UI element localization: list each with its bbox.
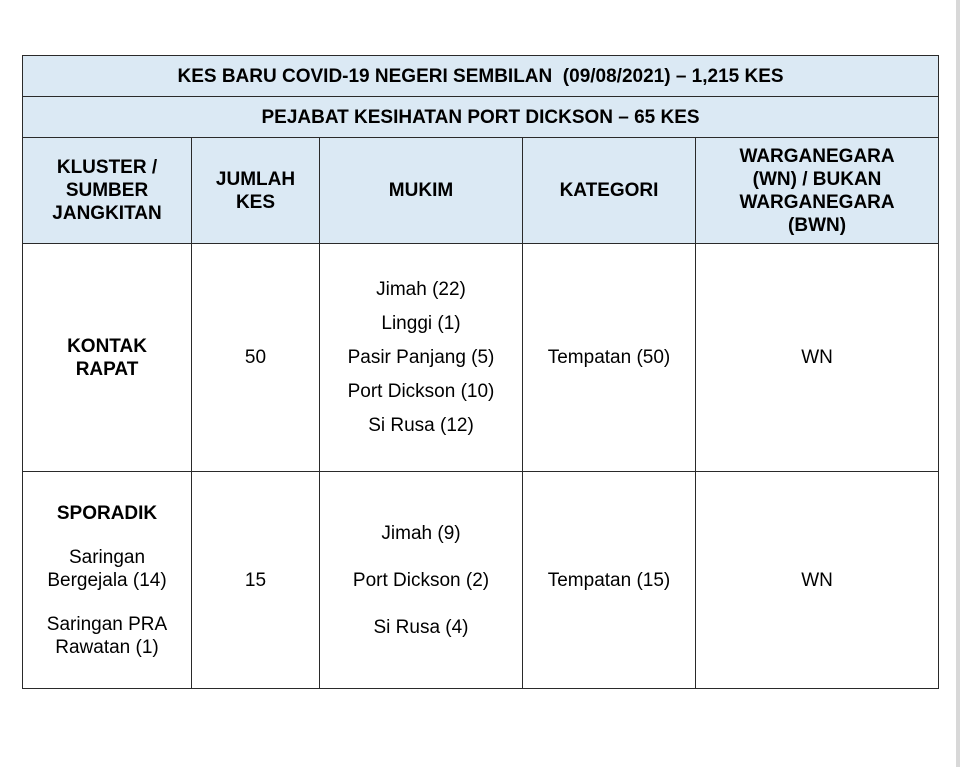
covid-cases-table [22,55,939,689]
mukim-item: Linggi (1) [381,313,461,334]
mukim-cell [320,472,523,689]
header-mukim: MUKIM [320,138,523,244]
warganegara-cell: WN [696,244,939,472]
kluster-cell [23,472,192,689]
subtitle-row [23,97,939,138]
mukim-item: Si Rusa (4) [373,616,469,638]
table-row [23,472,939,689]
jumlah-cell: 50 [192,244,320,472]
mukim-item: Jimah (22) [376,279,466,300]
header-row [23,138,939,244]
jumlah-cell: 15 [192,472,320,689]
mukim-item: Port Dickson (10) [347,381,495,402]
warganegara-cell: WN [696,472,939,689]
mukim-cell [320,244,523,472]
table-subtitle: PEJABAT KESIHATAN PORT DICKSON – 65 KES [23,97,939,138]
header-warganegara: WARGANEGARA (WN) / BUKAN WARGANEGARA (BWN) [696,138,939,244]
kategori-cell: Tempatan (50) [523,244,696,472]
kluster-sub-item: Saringan PRA Rawatan (1) [46,613,168,658]
mukim-item: Port Dickson (2) [352,569,490,591]
mukim-item: Pasir Panjang (5) [347,347,495,368]
mukim-item: Si Rusa (12) [368,415,474,436]
title-row [23,56,939,97]
header-jumlah: JUMLAH KES [192,138,320,244]
page-edge [956,0,960,767]
kategori-cell: Tempatan (15) [523,472,696,689]
table-title: KES BARU COVID-19 NEGERI SEMBILAN (09/08/2021) – 1,215 KES [23,56,939,97]
mukim-item: Jimah (9) [381,522,461,544]
table-row [23,244,939,472]
kluster-sub-item: Saringan Bergejala (14) [47,546,167,591]
kluster-cell: KONTAK RAPAT [23,244,192,472]
header-kategori: KATEGORI [523,138,696,244]
kluster-label: SPORADIK [56,502,158,524]
header-kluster: KLUSTER / SUMBER JANGKITAN [23,138,192,244]
